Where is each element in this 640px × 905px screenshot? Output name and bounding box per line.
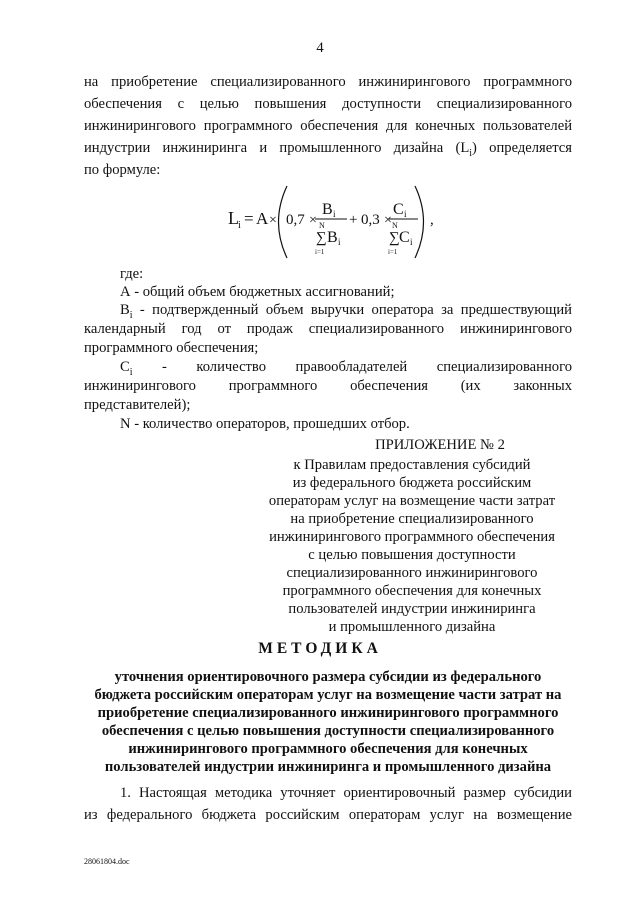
definition-symbol: B — [120, 302, 130, 318]
definition-text: - подтвержденный объем выручки оператора за предшествующий — [132, 302, 572, 318]
frac2-numerator: C — [393, 201, 404, 218]
definition-line: календарный год от продаж специализированного инжинирингового — [84, 321, 572, 337]
intro-line: на приобретение специализированного инжинирингового программного — [84, 74, 572, 90]
formula — [0, 180, 640, 264]
frac1-numerator: B — [322, 201, 333, 218]
appendix-line: пользователей индустрии инжиниринга — [288, 601, 536, 617]
methodology-title: МЕТОДИКА — [258, 640, 382, 657]
formula-coef1: 0,7 — [286, 212, 305, 228]
methodology-subtitle-line: приобретение специализированного инжинирингового программного — [97, 705, 559, 721]
frac1-numerator-subscript: i — [333, 209, 336, 219]
formula-equals: = — [244, 209, 254, 228]
formula-graphic — [0, 180, 640, 264]
formula-lhs-subscript: i — [238, 220, 241, 231]
appendix-line: и промышленного дизайна — [328, 619, 496, 635]
appendix-line: инжинирингового программного обеспечения — [269, 529, 555, 545]
frac2-numerator-subscript: i — [404, 209, 407, 219]
where-label: где: — [120, 266, 144, 282]
definition-a: А - общий объем бюджетных ассигнований; — [120, 284, 395, 300]
frac2-denominator-subscript: i — [410, 237, 413, 247]
formula-times: × — [269, 213, 277, 228]
definition-symbol-subscript: i — [129, 309, 133, 321]
formula-times: × — [384, 213, 392, 228]
definition-line: представителей); — [84, 397, 191, 413]
definition-symbol-subscript: i — [129, 366, 133, 378]
intro-line: инжинирингового программного обеспечения для конечных пользователей — [84, 118, 572, 134]
methodology-subtitle-line: обеспечения с целью повышения доступности специализированного — [101, 723, 555, 739]
definition-n: N - количество операторов, прошедших отбор. — [120, 416, 410, 432]
frac2-denominator: C — [399, 229, 410, 246]
page-number: 4 — [316, 40, 324, 56]
body-paragraph-line: 1. Настоящая методика уточняет ориентировочный размер субсидии — [120, 785, 572, 801]
formula-lhs: L — [228, 208, 239, 228]
frac2-sum-upper: N — [392, 221, 398, 230]
intro-text: индустрии инжиниринга и промышленного дизайна (L — [84, 140, 470, 156]
footer-filename: 28061804.doc — [84, 857, 130, 866]
appendix-line: на приобретение специализированного — [290, 511, 534, 527]
definition-line: инжинирингового программного обеспечения (их законных — [84, 378, 572, 394]
frac1-sum-lower: i=1 — [315, 248, 325, 256]
appendix-heading: ПРИЛОЖЕНИЕ № 2 — [375, 437, 505, 453]
frac1-denominator: B — [327, 229, 338, 246]
appendix-line: из федерального бюджета российским — [292, 475, 532, 491]
intro-symbol-subscript: i — [469, 147, 473, 159]
appendix-line: операторам услуг на возмещение части затрат — [268, 493, 556, 509]
intro-text: ) определяется — [472, 140, 572, 156]
formula-plus: + — [349, 212, 358, 228]
definition-text: - количество правообладателей специализированного — [132, 359, 572, 375]
definition-line: программного обеспечения; — [84, 340, 259, 356]
methodology-subtitle-line: бюджета российским операторам услуг на возмещение части затрат на — [94, 687, 562, 703]
intro-line-with-symbol — [84, 139, 572, 163]
methodology-subtitle-line: пользователей индустрии инжиниринга и промышленного дизайна — [104, 759, 552, 775]
frac1-sigma: ∑ — [316, 230, 327, 246]
appendix-line: специализированного инжинирингового — [286, 565, 538, 581]
formula-times: × — [309, 213, 317, 228]
formula-coef2: 0,3 — [361, 212, 380, 228]
definition-symbol: C — [120, 359, 130, 375]
appendix-line: к Правилам предоставления субсидий — [293, 457, 531, 473]
methodology-subtitle-line: уточнения ориентировочного размера субсидии из федерального — [114, 669, 542, 685]
intro-line: по формуле: — [84, 162, 161, 178]
methodology-subtitle-line: инжинирингового программного обеспечения для конечных — [128, 741, 528, 757]
right-parenthesis — [415, 186, 424, 258]
formula-comma: , — [430, 212, 434, 228]
appendix-line: с целью повышения доступности — [308, 547, 516, 563]
formula-a: A — [256, 209, 269, 228]
intro-line: обеспечения с целью повышения доступности специализированного — [84, 96, 572, 112]
frac1-denominator-subscript: i — [338, 237, 341, 247]
frac2-sum-lower: i=1 — [388, 248, 398, 256]
frac2-sigma: ∑ — [389, 230, 400, 246]
frac1-sum-upper: N — [319, 221, 325, 230]
appendix-line: программного обеспечения для конечных — [282, 583, 542, 599]
body-paragraph-line: из федерального бюджета российским операторам услуг на возмещение — [84, 807, 572, 823]
